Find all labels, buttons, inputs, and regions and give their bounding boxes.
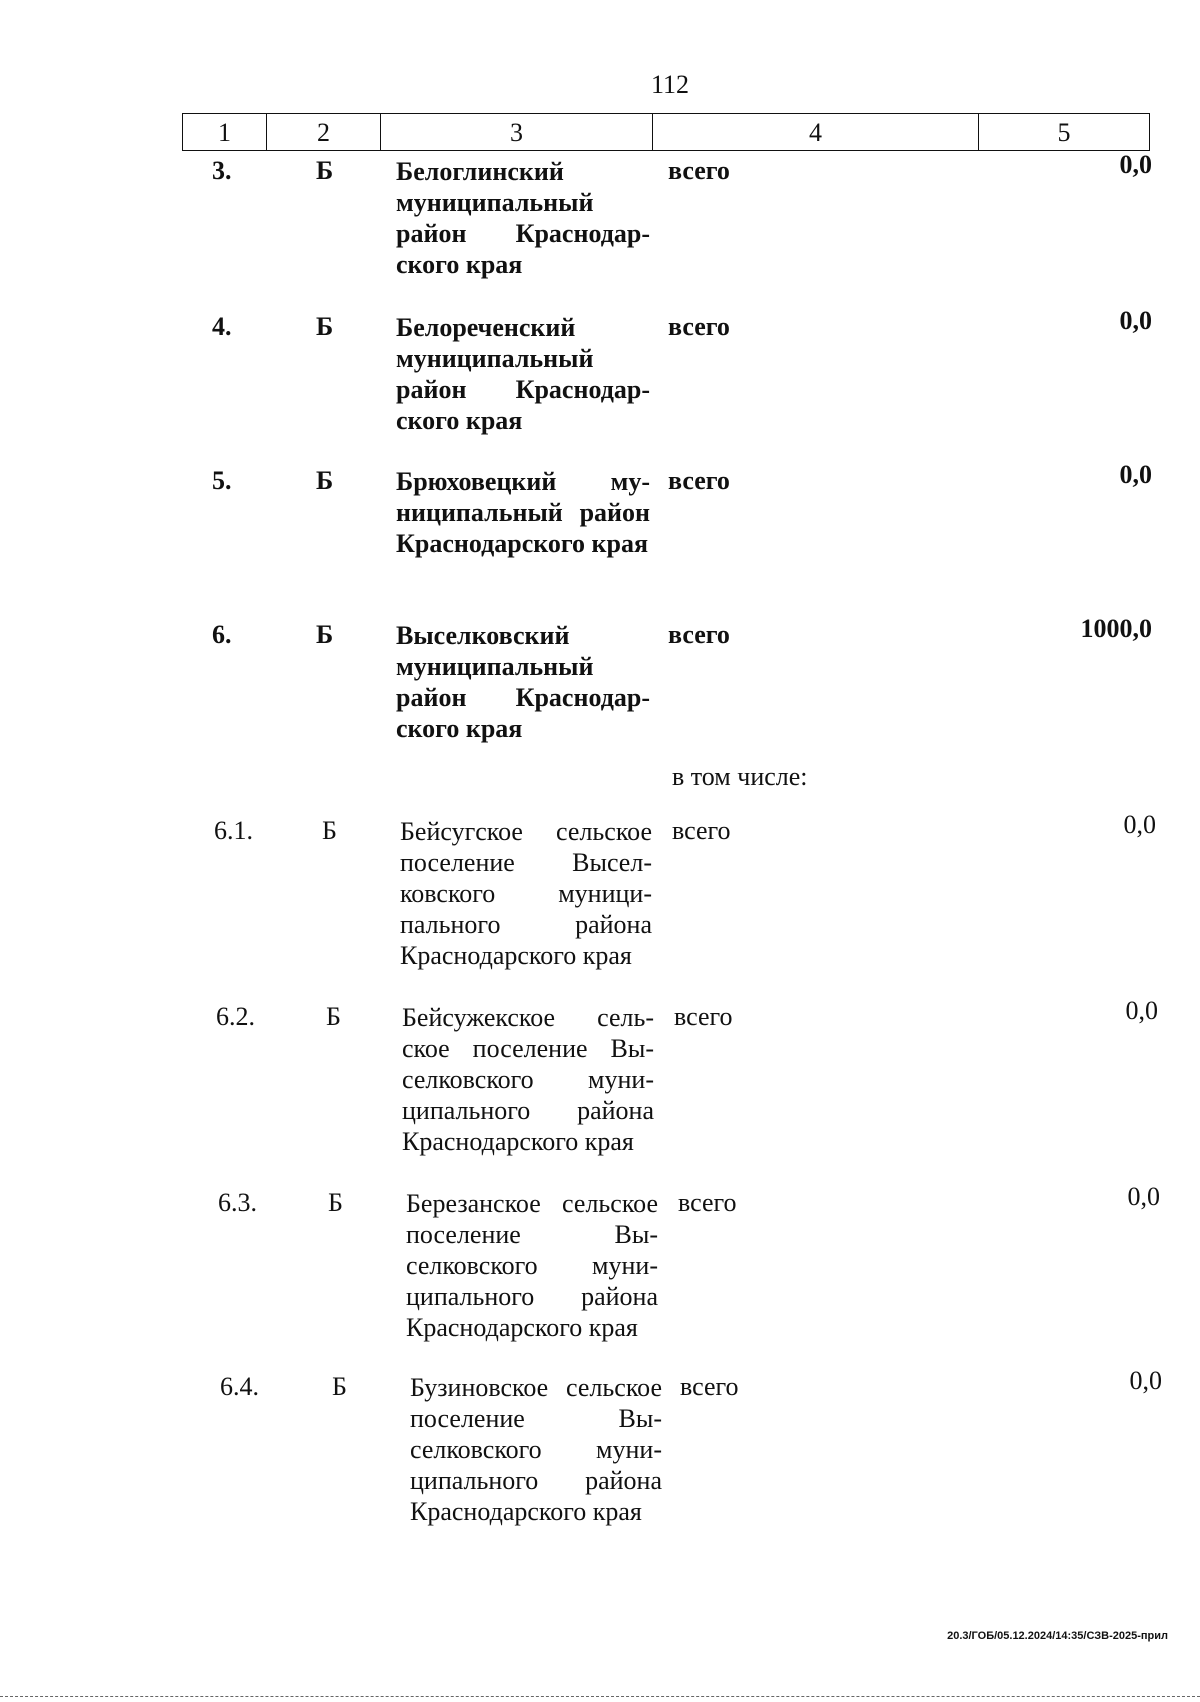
row-name: Бейсугское сельское поселение Выселковского муниципального района Краснодарского края (400, 817, 652, 970)
including-label: в том числе: (672, 762, 808, 791)
row-kind: всего (668, 156, 730, 185)
scan-edge-divider (0, 1696, 1200, 1697)
row-value: 0,0 (1119, 306, 1152, 335)
footer-stamp: 20.3/ГОБ/05.12.2024/14:35/СЗВ-2025-прил (947, 1630, 1168, 1642)
row-name: Белоглинский муниципальный район Краснодарского края (396, 157, 650, 279)
row-name: Выселковский муниципальный район Краснодарского края (396, 621, 650, 743)
row-name: Брюховецкий муниципальный район Краснодарского края (396, 467, 650, 558)
row-value: 1000,0 (1080, 614, 1152, 643)
row-number: 3. (212, 156, 232, 185)
page-number: 112 (650, 70, 690, 99)
row-code: Б (316, 620, 334, 649)
row-name: Бузиновское сельское поселение Выселковского муниципального района Краснодарского края (410, 1373, 662, 1526)
header-col-3: 3 (381, 114, 653, 150)
row-value: 0,0 (1119, 460, 1152, 489)
row-kind: всего (678, 1188, 737, 1217)
row-kind: всего (674, 1002, 733, 1031)
header-col-5: 5 (1057, 118, 1071, 147)
row-number: 6.1. (214, 816, 253, 845)
row-value: 0,0 (1127, 1182, 1160, 1211)
row-number: 6.3. (218, 1188, 257, 1217)
row-code: Б (316, 312, 334, 341)
row-value: 0,0 (1129, 1366, 1162, 1395)
row-value: 0,0 (1123, 810, 1156, 839)
row-value: 0,0 (1119, 150, 1152, 179)
table-header (182, 113, 1150, 151)
row-code: Б (332, 1372, 347, 1401)
row-number: 6.2. (216, 1002, 255, 1031)
row-kind: всего (668, 620, 730, 649)
row-kind: всего (672, 816, 731, 845)
row-code: Б (326, 1002, 341, 1031)
row-name: Бейсужекское сельское поселение Выселковского муниципального района Краснодарского края (402, 1003, 654, 1156)
header-col-4: 4 (653, 114, 979, 150)
row-name: Березанское сельское поселение Выселковского муниципального района Краснодарского края (406, 1189, 658, 1342)
row-code: Б (322, 816, 337, 845)
row-number: 6.4. (220, 1372, 259, 1401)
row-number: 5. (212, 466, 232, 495)
header-col-2: 2 (267, 114, 381, 150)
row-code: Б (328, 1188, 343, 1217)
header-col-1: 1 (183, 114, 267, 150)
row-number: 4. (212, 312, 232, 341)
row-kind: всего (680, 1372, 739, 1401)
row-number: 6. (212, 620, 232, 649)
row-kind: всего (668, 312, 730, 341)
row-code: Б (316, 156, 334, 185)
row-code: Б (316, 466, 334, 495)
row-kind: всего (668, 466, 730, 495)
row-value: 0,0 (1125, 996, 1158, 1025)
row-name: Белореченский муниципальный район Краснодарского края (396, 313, 650, 435)
